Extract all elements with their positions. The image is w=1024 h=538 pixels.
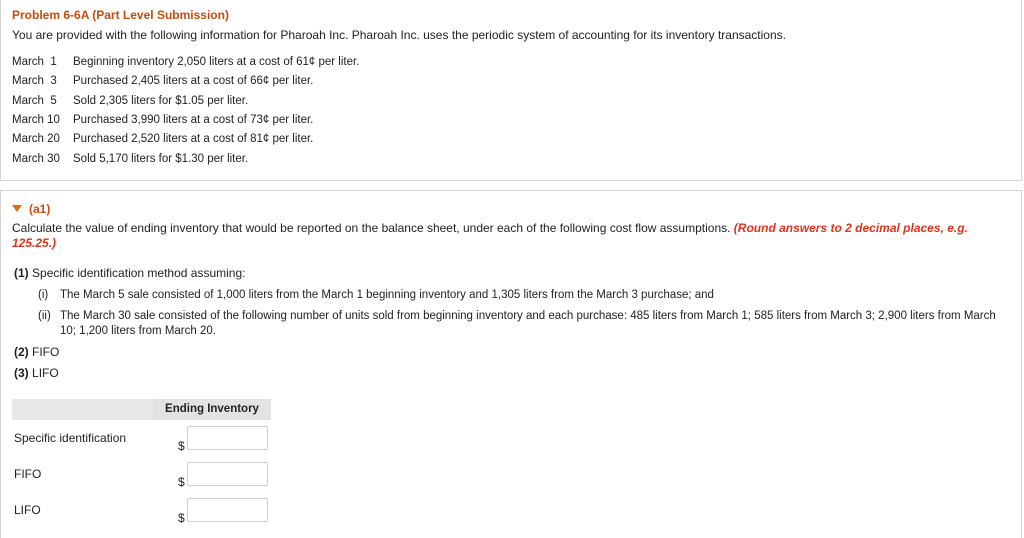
event-row — [12, 75, 313, 87]
method-1 — [14, 266, 245, 280]
assumption-ii — [38, 309, 1008, 339]
event-date: March 3 — [12, 75, 57, 87]
event-row — [12, 95, 248, 107]
event-row — [12, 56, 359, 68]
method-number: (2) — [14, 345, 29, 359]
method-text: Specific identification method assuming: — [32, 266, 246, 280]
part-label: (a1) — [29, 202, 51, 216]
row-label-fifo: FIFO — [14, 467, 42, 481]
method-3 — [14, 366, 59, 380]
row-label-lifo: LIFO — [14, 503, 41, 517]
table-header-row — [12, 399, 271, 420]
currency-symbol: $ — [178, 475, 185, 489]
event-row — [12, 153, 248, 165]
event-text: Beginning inventory 2,050 liters at a cost of 61¢ per liter. — [73, 56, 360, 68]
part-instruction — [12, 221, 1012, 251]
part-toggle[interactable] — [12, 202, 50, 216]
row-label-specific-identification: Specific identification — [14, 431, 127, 445]
event-text: Sold 5,170 liters for $1.30 per liter. — [73, 153, 249, 165]
problem-title: Problem 6-6A (Part Level Submission) — [12, 8, 229, 22]
problem-intro: You are provided with the following information for Pharoah Inc. Pharoah Inc. uses the periodic system of accounting for its inventory transactions. — [12, 28, 786, 42]
currency-symbol: $ — [178, 511, 185, 525]
specific-identification-input[interactable] — [187, 426, 268, 450]
event-date: March 5 — [12, 95, 57, 107]
event-text: Sold 2,305 liters for $1.05 per liter. — [73, 95, 249, 107]
event-text: Purchased 2,520 liters at a cost of 81¢ per liter. — [73, 133, 314, 145]
method-text: LIFO — [32, 366, 59, 380]
event-date: March 1 — [12, 56, 57, 68]
method-text: FIFO — [32, 345, 60, 359]
event-row — [12, 133, 313, 145]
assumption-number: (i) — [38, 289, 49, 301]
lifo-input[interactable] — [187, 498, 268, 522]
instruction-text: Calculate the value of ending inventory that would be reported on the balance sheet, under each of the following cost flow assumptions. — [12, 221, 731, 235]
event-date: March 20 — [12, 133, 60, 145]
ending-inventory-column-header: Ending Inventory — [153, 399, 271, 420]
method-number: (3) — [14, 366, 29, 380]
assumption-text: The March 5 sale consisted of 1,000 liters from the March 1 beginning inventory and 1,305 liters from the March 3 purchase; and — [60, 289, 714, 301]
assumption-text: The March 30 sale consisted of the following number of units sold from beginning inventory and each purchase: 485 liters from March 1; 585 liters from March 3; 2,900 liters from March 10; 1,200 liters from March 20. — [60, 310, 996, 337]
rounding-note: (Round answers to 2 decimal places, e.g. 125.25.) — [12, 221, 968, 250]
method-number: (1) — [14, 266, 29, 280]
assumption-number: (ii) — [38, 310, 51, 322]
chevron-down-icon[interactable] — [12, 205, 22, 212]
event-row — [12, 114, 313, 126]
method-2 — [14, 345, 59, 359]
event-date: March 10 — [12, 114, 60, 126]
event-date: March 30 — [12, 153, 60, 165]
currency-symbol: $ — [178, 439, 185, 453]
fifo-input[interactable] — [187, 462, 268, 486]
event-text: Purchased 2,405 liters at a cost of 66¢ per liter. — [73, 75, 314, 87]
assumption-i — [38, 288, 1008, 303]
event-text: Purchased 3,990 liters at a cost of 73¢ per liter. — [73, 114, 314, 126]
